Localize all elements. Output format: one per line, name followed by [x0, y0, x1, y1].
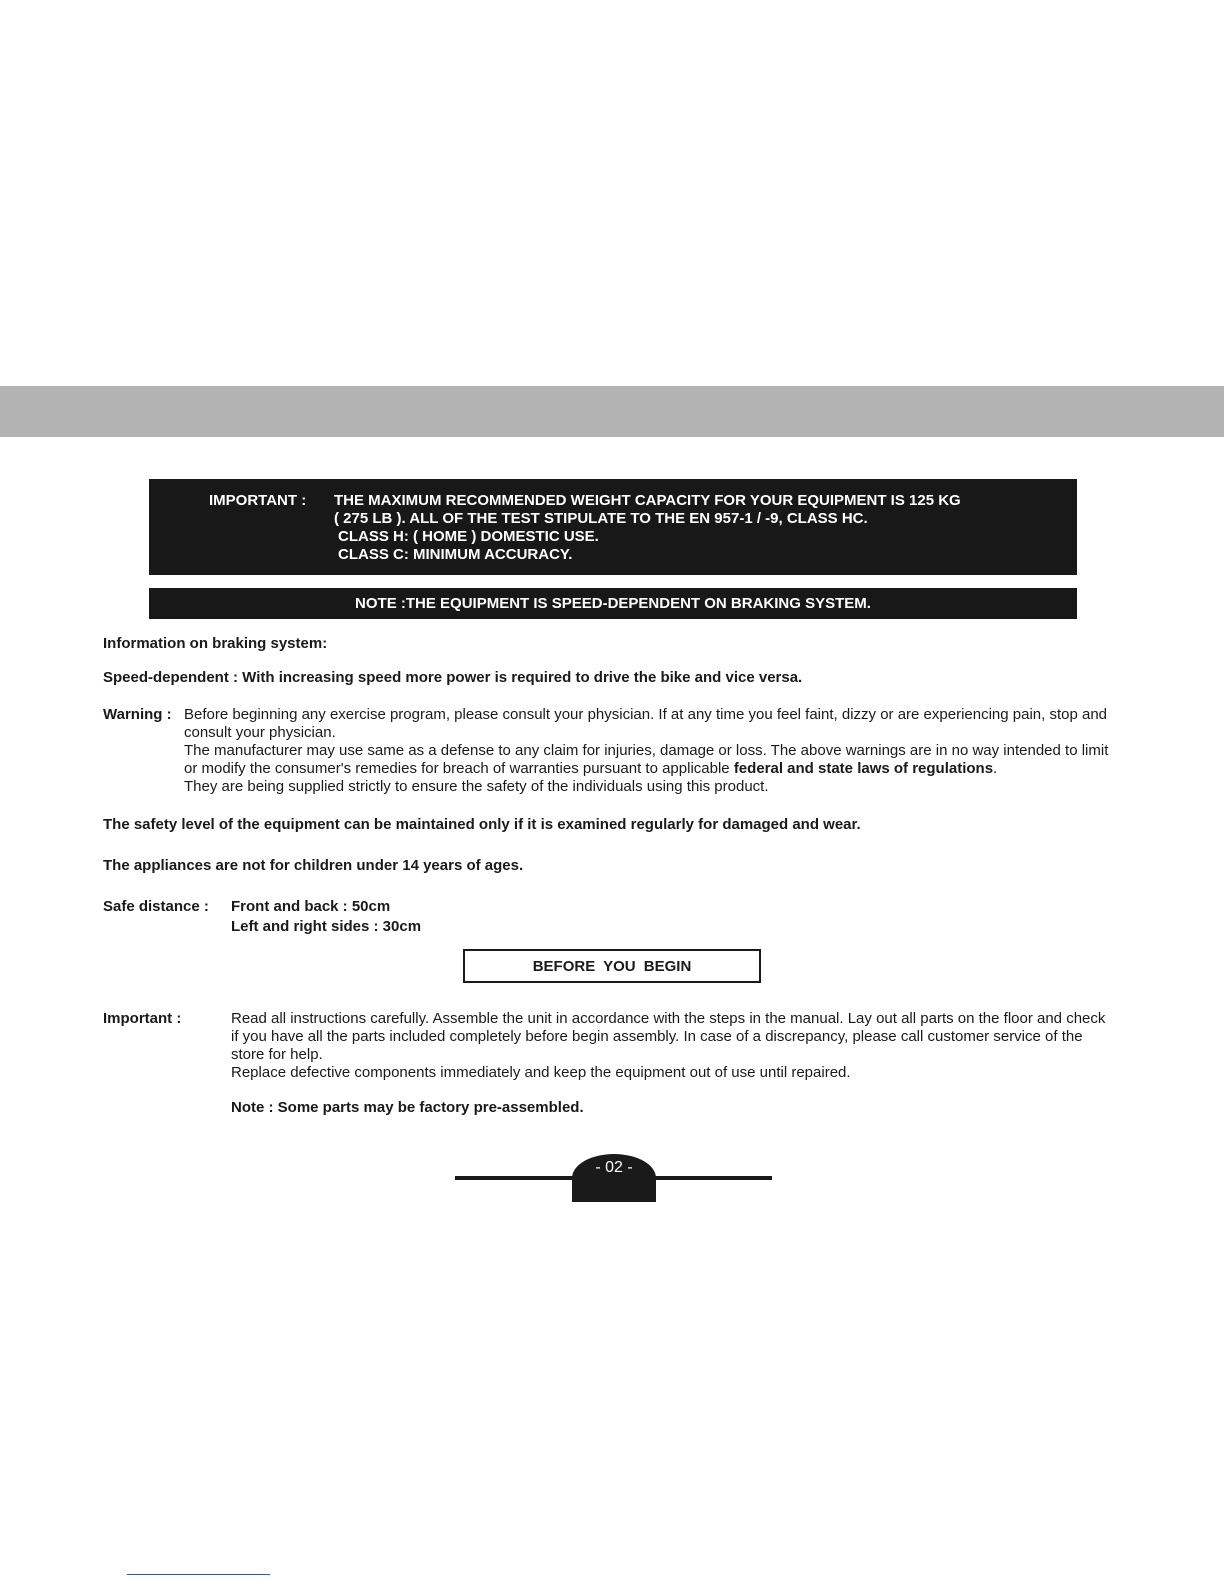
warning-p2-bold: federal and state laws of regulations [733, 760, 994, 777]
warning-paragraph [184, 706, 1114, 796]
braking-info-heading: Information on braking system: [103, 635, 328, 652]
braking-note-box: NOTE :THE EQUIPMENT IS SPEED-DEPENDENT ON BRAKING SYSTEM. [149, 588, 1077, 619]
page-number: - 02 - [595, 1159, 633, 1176]
important-line-1: THE MAXIMUM RECOMMENDED WEIGHT CAPACITY FOR YOUR EQUIPMENT IS 125 KG [334, 492, 961, 509]
preassembled-note: Note : Some parts may be factory pre-assembled. [231, 1099, 584, 1116]
important-line-3: CLASS H: ( HOME ) DOMESTIC USE. [338, 528, 599, 545]
warning-p1: Before beginning any exercise program, please consult your physician. If at any time you feel faint, dizzy or are experiencing pain, stop and consult your physician. [184, 706, 1108, 741]
important-notice-box [149, 479, 1077, 575]
footer-rule [127, 1574, 270, 1575]
header-band [0, 386, 1224, 437]
before-you-begin-heading: BEFORE YOU BEGIN [463, 949, 761, 983]
important-line-4: CLASS C: MINIMUM ACCURACY. [338, 546, 573, 563]
children-warning-text: The appliances are not for children under 14 years of ages. [103, 857, 524, 874]
important-section-label: Important : [103, 1010, 182, 1027]
warning-p2-text: The manufacturer may use same as a defense to any claim for injuries, damage or loss. The above warnings are in no way intended to limit or modify the consumer's remedies for breach of warranties pursuant to applicable [184, 742, 1109, 777]
speed-dependent-text: Speed-dependent : With increasing speed more power is required to drive the bike and vice versa. [103, 669, 803, 686]
safe-distance-sides: Left and right sides : 30cm [231, 918, 422, 935]
warning-p2 [184, 742, 1114, 778]
safe-distance-label: Safe distance : [103, 898, 209, 915]
important-section-p2: Replace defective components immediately and keep the equipment out of use until repaired. [231, 1064, 851, 1081]
important-line-2: ( 275 LB ). ALL OF THE TEST STIPULATE TO THE EN 957-1 / -9, CLASS HC. [334, 510, 868, 527]
warning-p2-end: . [993, 760, 998, 777]
safety-level-text: The safety level of the equipment can be maintained only if it is examined regularly for damaged and wear. [103, 816, 861, 833]
important-label: IMPORTANT : [209, 492, 307, 509]
important-section-p1: Read all instructions carefully. Assemble the unit in accordance with the steps in the manual. Lay out all parts on the floor and check if you have all the parts included completely before begin assembly. In case of a discrepancy, please call customer service of the store for help. [231, 1010, 1106, 1063]
important-section-paragraph [231, 1010, 1113, 1082]
page-number-marker [455, 1152, 772, 1182]
safe-distance-front-back: Front and back : 50cm [231, 898, 391, 915]
warning-p3: They are being supplied strictly to ensure the safety of the individuals using this product. [184, 778, 769, 795]
warning-label: Warning : [103, 706, 172, 723]
